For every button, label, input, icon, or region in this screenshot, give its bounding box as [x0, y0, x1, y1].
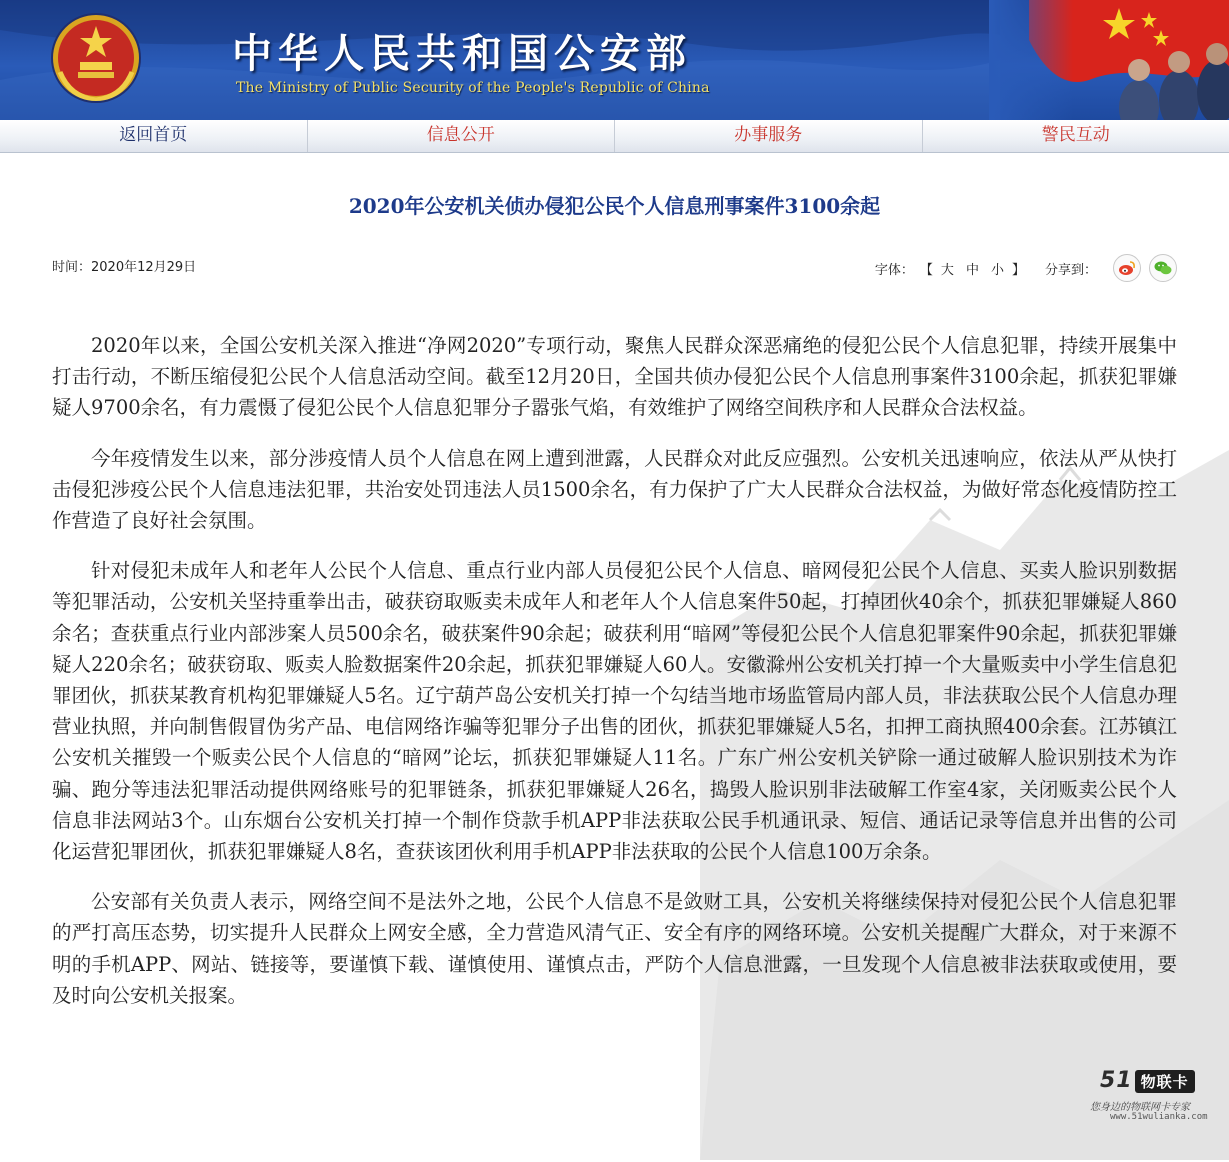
nav-interaction[interactable]: 警民互动 — [1041, 125, 1110, 145]
font-bracket-open: 【 — [919, 262, 933, 278]
weibo-icon[interactable] — [1113, 254, 1141, 282]
flag-and-honor-guard-image — [989, 0, 1229, 120]
article-meta — [52, 254, 1177, 280]
paragraph: 2020年以来，全国公安机关深入推进“净网2020”专项行动，聚焦人民群众深恶痛绝的侵犯公民个人信息犯罪，持续开展集中打击行动，不断压缩侵犯公民个人信息活动空间。截至12月20日，全国共侦办侵犯公民个人信息刑事案件3100余起，抓获犯罪嫌疑人9700余名，有力震慑了侵犯公民个人信息犯罪分子嚣张气焰，有效维护了网络空间秩序和人民群众合法权益。 — [52, 334, 1177, 420]
article-title: 2020年公安机关侦办侵犯公民个人信息刑事案件3100余起 — [348, 194, 881, 218]
site-title-en: The Ministry of Public Security of the People's Republic of China — [236, 80, 710, 96]
site-title-cn: 中华人民共和国公安部 — [232, 31, 692, 77]
paragraph: 今年疫情发生以来，部分涉疫情人员个人信息在网上遭到泄露，人民群众对此反应强烈。公安机关迅速响应，依法从严从快打击侵犯涉疫公民个人信息违法犯罪，共治安处罚违法人员1500余名，有力保护了广大人民群众合法权益，为做好常态化疫情防控工作营造了良好社会氛围。 — [52, 446, 1177, 533]
share-label: 分享到： — [1044, 262, 1097, 278]
paragraph: 公安部有关负责人表示，网络空间不是法外之地，公民个人信息不是敛财工具，公安机关将继续保持对侵犯公民个人信息犯罪的严打高压态势，切实提升人民群众上网安全感，全力营造风清气正、安全有序的网络环境。公安机关提醒广大群众，对于来源不明的手机APP、网站、链接等，要谨慎下载、谨慎使用、谨慎点击，严防个人信息泄露，一旦发现个人信息被非法获取或使用，要及时向公安机关报案。 — [52, 890, 1177, 1007]
paragraph: 针对侵犯未成年人和老年人公民个人信息、重点行业内部人员侵犯公民个人信息、暗网侵犯公民个人信息、买卖人脸识别数据等犯罪活动，公安机关坚持重拳出击，破获窃取贩卖未成年人和老年人个人信息案件50起，打掉团伙40余个，抓获犯罪嫌疑人860余名；查获重点行业内部涉案人员500余名，破获案件90余起；破获利用“暗网”等侵犯公民个人信息犯罪案件90余起，抓获犯罪嫌疑人220余名；破获窃取、贩卖人脸数据案件20余起，抓获犯罪嫌疑人60人。安徽滁州公安机关打掉一个大量贩卖中小学生信息犯罪团伙，抓获某教育机构犯罪嫌疑人5名。辽宁葫芦岛公安机关打掉一个勾结当地市场监管局内部人员，非法获取公民个人信息办理营业执照，并向制售假冒伪劣产品、电信网络诈骗等犯罪分子出售的团伙，抓获犯罪嫌疑人5名，扣押工商执照400余套。江苏镇江公安机关摧毁一个贩卖公民个人信息的“暗网”论坛，抓获犯罪嫌疑人11名。广东广州公安机关铲除一通过破解人脸识别技术为诈骗、跑分等违法犯罪活动提供网络账号的犯罪链条，抓获犯罪嫌疑人26名，捣毁人脸识别非法破解工作室4家，关闭贩卖公民个人信息非法网站3个。山东烟台公安机关打掉一个制作贷款手机APP非法获取公民手机通讯录、短信、通话记录等信息并出售的公司化运营犯罪团伙，抓获犯罪嫌疑人8名，查获该团伙利用手机APP非法获取的公民个人信息100万余条。 — [52, 559, 1177, 864]
watermark-url: www.51wulianka.com — [1110, 1112, 1208, 1122]
font-size-small[interactable]: 小 — [990, 262, 1004, 278]
site-banner — [0, 0, 1229, 120]
main-nav — [0, 120, 1229, 153]
article-body — [52, 330, 1177, 1030]
font-bracket-close: 】 — [1011, 262, 1025, 278]
watermark-slogan: 您身边的物联网卡专家 — [1090, 1102, 1190, 1113]
watermark-logo — [1080, 1068, 1220, 1128]
police-emblem-icon — [50, 12, 142, 104]
font-size-large[interactable]: 大 — [940, 262, 954, 278]
font-size-label: 字体： — [874, 262, 914, 278]
wechat-icon[interactable] — [1149, 254, 1177, 282]
nav-home[interactable]: 返回首页 — [0, 120, 308, 152]
watermark-number: 51 — [1100, 1068, 1133, 1093]
nav-info-disclosure[interactable]: 信息公开 — [308, 120, 616, 152]
watermark-badge: 物联卡 — [1135, 1070, 1195, 1093]
nav-services[interactable]: 办事服务 — [615, 120, 923, 152]
font-size-medium[interactable]: 中 — [965, 262, 979, 278]
article-tools — [875, 254, 1177, 282]
publish-date: 时间：2020年12月29日 — [52, 260, 197, 275]
watermark-brand — [1100, 1068, 1195, 1093]
